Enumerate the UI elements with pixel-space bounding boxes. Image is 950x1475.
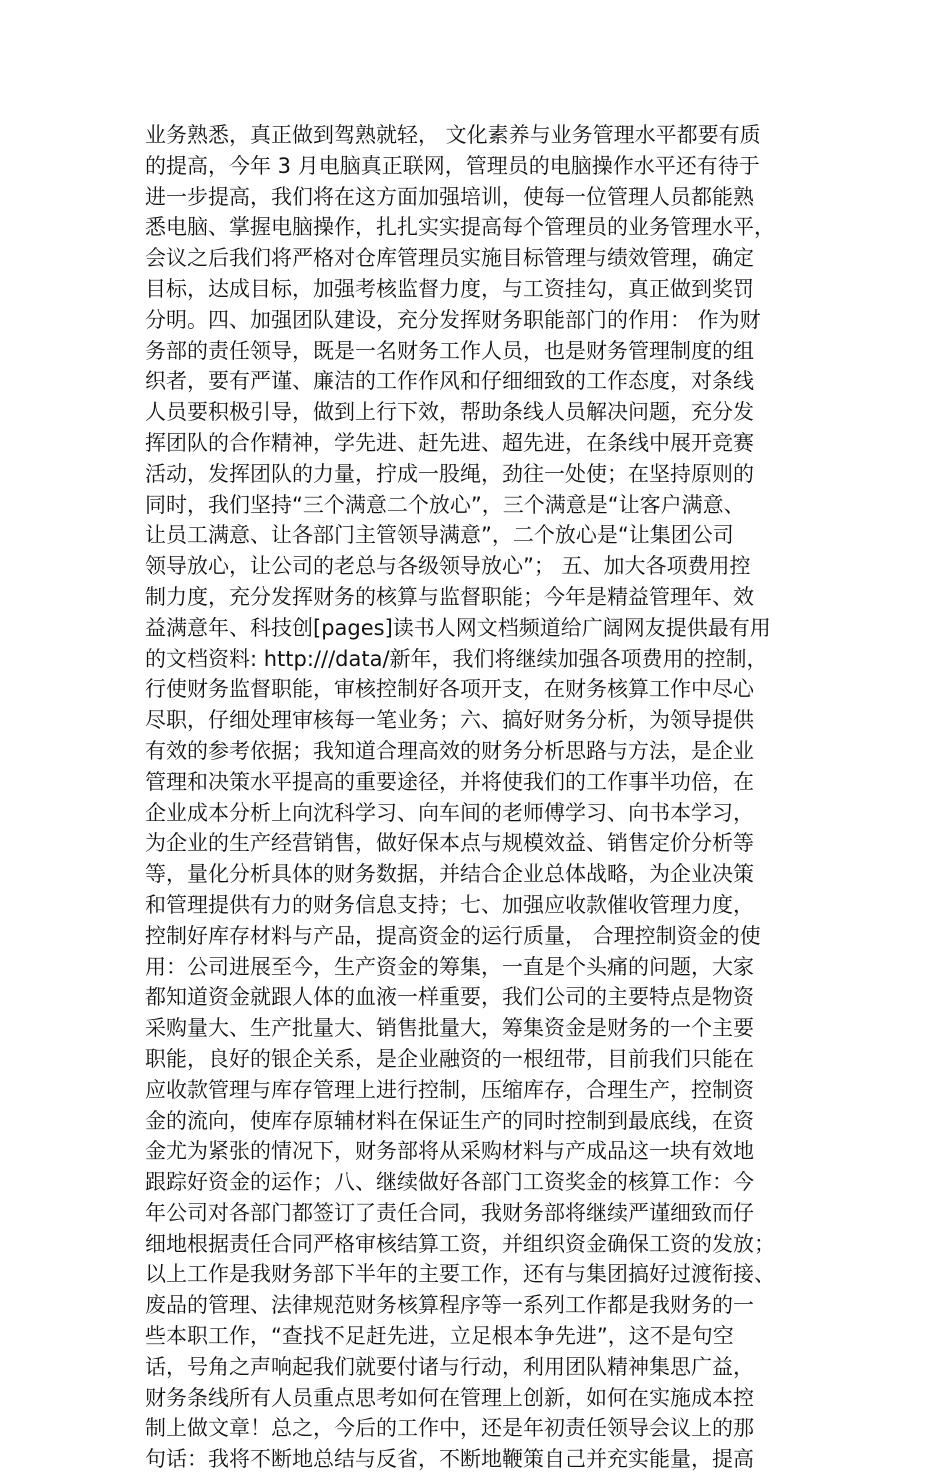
text-line: 金尤为紧张的情况下，财务部将从采购材料与产成品这一块有效地 (145, 1139, 754, 1164)
text-line: 悉电脑、掌握电脑操作，扎扎实实提高每个管理员的业务管理水平， (145, 215, 775, 240)
text-line: 句话：我将不断地总结与反省，不断地鞭策自己并充实能量，提高 (145, 1447, 754, 1472)
text-line: 挥团队的合作精神，学先进、赶先进、超先进，在条线中展开竞赛 (145, 430, 754, 455)
text-line: 些本职工作，“查找不足赶先进，立足根本争先进”，这不是句空 (145, 1324, 734, 1349)
text-line: 领导放心，让公司的老总与各级领导放心”； 五、加大各项费用控 (145, 554, 751, 579)
text-line: 业务熟悉，真正做到驾熟就轻， 文化素养与业务管理水平都要有质 (145, 123, 761, 147)
text-line: 控制好库存材料与产品，提高资金的运行质量， 合理控制资金的使 (145, 923, 761, 948)
text-line: 应收款管理与库存管理上进行控制，压缩库存，合理生产，控制资 (145, 1077, 754, 1102)
text-line: 职能，良好的银企关系，是企业融资的一根纽带，目前我们只能在 (145, 1046, 754, 1071)
text-line: 细地根据责任合同严格审核结算工资，并组织资金确保工资的发放； (145, 1231, 775, 1256)
text-line: 的提高，今年 3 月电脑真正联网，管理员的电脑操作水平还有待于 (145, 153, 760, 178)
text-line: 同时，我们坚持“三个满意二个放心”，三个满意是“让客户满意、 (145, 492, 745, 517)
text-line: 制上做文章！总之，今后的工作中，还是年初责任领导会议上的那 (145, 1416, 754, 1441)
text-line: 采购量大、生产批量大、销售批量大，筹集资金是财务的一个主要 (145, 1016, 754, 1041)
text-line: 务部的责任领导，既是一名财务工作人员，也是财务管理制度的组 (145, 338, 754, 363)
text-line: 分明。四、加强团队建设，充分发挥财务职能部门的作用： 作为财 (145, 307, 761, 332)
text-line: 人员要积极引导，做到上行下效，帮助条线人员解决问题，充分发 (145, 400, 754, 425)
text-line: 用：公司进展至今，生产资金的筹集，一直是个头痛的问题，大家 (145, 954, 754, 979)
text-line: 活动，发挥团队的力量，拧成一股绳，劲往一处使；在坚持原则的 (145, 461, 754, 486)
text-line: 金的流向，使库存原辅材料在保证生产的同时控制到最底线，在资 (145, 1108, 754, 1133)
text-line: 让员工满意、让各部门主管领导满意”，二个放心是“让集团公司 (145, 523, 734, 548)
text-line: 有效的参考依据；我知道合理高效的财务分析思路与方法，是企业 (145, 738, 754, 763)
text-line: 益满意年、科技创[pages]读书人网文档频道给广阔网友提供最有用 (145, 615, 771, 640)
text-line: 尽职，仔细处理审核每一笔业务；六、搞好财务分析，为领导提供 (145, 708, 754, 733)
text-line: 会议之后我们将严格对仓库管理员实施目标管理与绩效管理，确定 (145, 246, 754, 271)
text-line: 织者，要有严谨、廉洁的工作作风和仔细细致的工作态度，对条线 (145, 369, 754, 394)
text-line: 行使财务监督职能，审核控制好各项开支，在财务核算工作中尽心 (145, 677, 754, 702)
text-line: 的文档资料: http:///data/新年，我们将继续加强各项费用的控制， (145, 646, 768, 671)
text-line: 以上工作是我财务部下半年的主要工作，还有与集团搞好过渡衔接、 (145, 1262, 775, 1287)
document-body-text (145, 120, 825, 1475)
text-line: 废品的管理、法律规范财务核算程序等一系列工作都是我财务的一 (145, 1293, 754, 1318)
text-line: 年公司对各部门都签订了责任合同，我财务部将继续严谨细致而仔 (145, 1200, 754, 1225)
text-line: 财务条线所有人员重点思考如何在管理上创新，如何在实施成本控 (145, 1385, 754, 1410)
text-line: 管理和决策水平提高的重要途径，并将使我们的工作事半功倍，在 (145, 769, 754, 794)
text-line: 进一步提高，我们将在这方面加强培训，使每一位管理人员都能熟 (145, 184, 754, 209)
text-line: 等，量化分析具体的财务数据，并结合企业总体战略，为企业决策 (145, 862, 754, 887)
text-line: 跟踪好资金的运作；八、继续做好各部门工资奖金的核算工作：今 (145, 1170, 754, 1195)
text-line: 目标，达成目标，加强考核监督力度，与工资挂勾，真正做到奖罚 (145, 276, 754, 301)
text-line: 和管理提供有力的财务信息支持；七、加强应收款催收管理力度， (145, 892, 754, 917)
text-line: 制力度，充分发挥财务的核算与监督职能；今年是精益管理年、效 (145, 584, 754, 609)
text-line: 都知道资金就跟人体的血液一样重要，我们公司的主要特点是物资 (145, 985, 754, 1010)
text-line: 企业成本分析上向沈科学习、向车间的老师傅学习、向书本学习， (145, 800, 754, 825)
text-line: 为企业的生产经营销售，做好保本点与规模效益、销售定价分析等 (145, 831, 754, 856)
text-line: 话，号角之声响起我们就要付诸与行动，利用团队精神集思广益， (145, 1354, 754, 1379)
